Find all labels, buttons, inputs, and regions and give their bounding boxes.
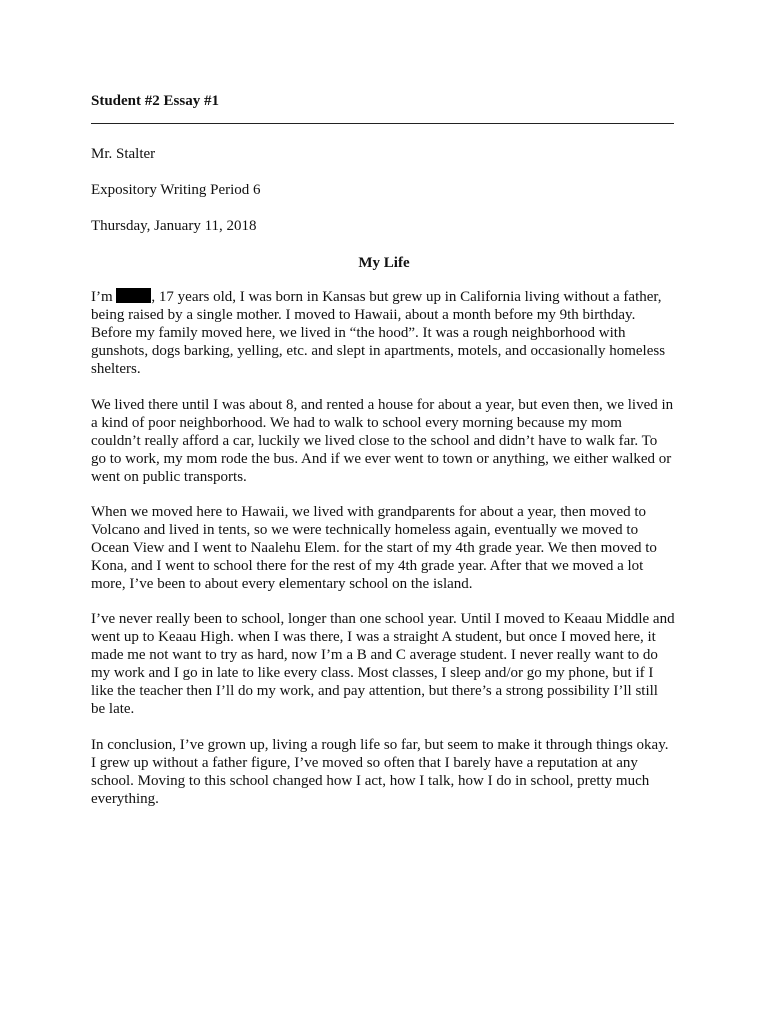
paragraph-line: being raised by a single mother. I moved to Hawaii, about a month before my 9th birthday. — [91, 307, 636, 323]
paragraph-line: my work and I go in late to like every class. Most classes, I sleep and/or go my phone, but if I — [91, 665, 654, 681]
paragraph-1 — [91, 288, 691, 378]
paragraph-line: went up to Keaau High. when I was there, I was a straight A student, but once I moved here, it — [91, 629, 656, 645]
paragraph-line: In conclusion, I’ve grown up, living a rough life so far, but seem to make it through things okay. — [91, 737, 669, 753]
paragraph-line: Before my family moved here, we lived in “the hood”. It was a rough neighborhood with — [91, 325, 626, 341]
paragraph-line: made me not want to try as hard, now I’m a B and C average student. I never really want to do — [91, 647, 658, 663]
paragraph-line: go to work, my mom rode the bus. And if we ever went to town or anything, we either walked or — [91, 451, 672, 467]
paragraph-2 — [91, 396, 691, 486]
paragraph-line: Volcano and lived in tents, so we were technically homeless again, eventually we moved to — [91, 522, 639, 538]
essay-title: My Life — [358, 255, 410, 271]
heading-rule — [91, 123, 674, 124]
paragraph-line: like the teacher then I’ll do my work, and pay attention, but there’s a strong possibility I’ll still — [91, 683, 658, 699]
paragraph-line: Ocean View and I went to Naalehu Elem. for the start of my 4th grade year. We then moved to — [91, 540, 657, 556]
paragraph-line: school. Moving to this school changed how I act, how I talk, how I do in school, pretty much — [91, 773, 650, 789]
paragraph-line: couldn’t really afford a car, luckily we lived close to the school and didn’t have to walk far. To — [91, 433, 658, 449]
paragraph-line — [91, 288, 691, 306]
class-name: Expository Writing Period 6 — [91, 182, 261, 198]
paragraph-3 — [91, 503, 691, 593]
paragraph-text: I’m — [91, 289, 113, 305]
paragraph-line: a kind of poor neighborhood. We had to walk to school every morning because my mom — [91, 415, 622, 431]
paragraph-line: I grew up without a father figure, I’ve moved so often that I barely have a reputation at any — [91, 755, 638, 771]
paragraph-line: be late. — [91, 701, 135, 717]
teacher-name: Mr. Stalter — [91, 146, 156, 162]
essay-heading: Student #2 Essay #1 — [91, 93, 219, 109]
paragraph-4 — [91, 610, 691, 718]
paragraph-line: We lived there until I was about 8, and rented a house for about a year, but even then, we lived in — [91, 397, 674, 413]
essay-date: Thursday, January 11, 2018 — [91, 218, 257, 234]
paragraph-line: gunshots, dogs barking, yelling, etc. and slept in apartments, motels, and occasionally homeless — [91, 343, 666, 359]
paragraph-line: shelters. — [91, 361, 141, 377]
redacted-name-block — [116, 288, 151, 303]
paragraph-line: I’ve never really been to school, longer than one school year. Until I moved to Keaau Middle and — [91, 611, 675, 627]
paragraph-line: Kona, and I went to school there for the rest of my 4th grade year. After that we moved a lot — [91, 558, 644, 574]
paragraph-line: went on public transports. — [91, 469, 247, 485]
paragraph-line: more, I’ve been to about every elementary school on the island. — [91, 576, 473, 592]
paragraph-text: , 17 years old, I was born in Kansas but grew up in California living without a father, — [151, 289, 662, 305]
paragraph-line: everything. — [91, 791, 159, 807]
paragraph-5 — [91, 736, 691, 808]
paragraph-line: When we moved here to Hawaii, we lived with grandparents for about a year, then moved to — [91, 504, 647, 520]
